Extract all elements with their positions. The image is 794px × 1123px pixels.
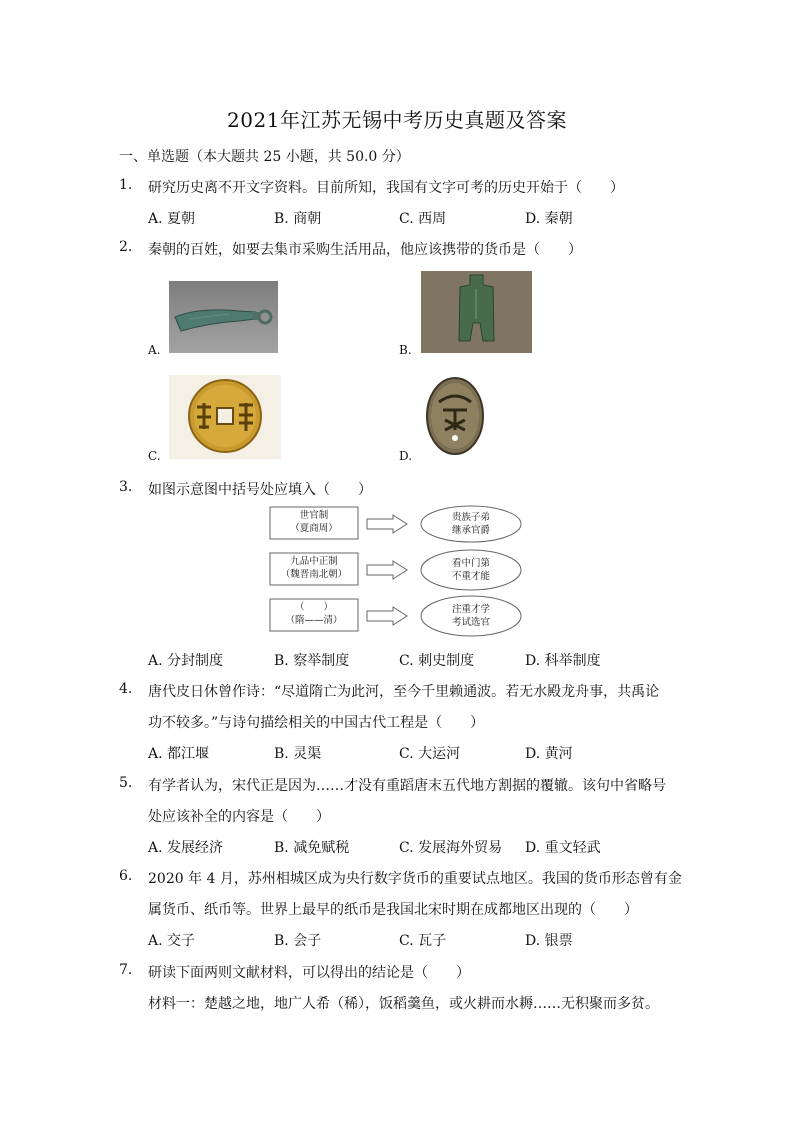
diagram-box-line: （ ） — [294, 602, 333, 613]
option-b[interactable]: B. 会子 — [274, 933, 322, 949]
round-coin-image[interactable] — [169, 375, 281, 459]
option-d[interactable]: D. 黄河 — [525, 746, 573, 762]
arrow-icon — [367, 515, 407, 533]
diagram-box-line: （夏商周） — [290, 523, 338, 534]
option-c[interactable]: C. 西周 — [399, 211, 447, 227]
question-text: 2020 年 4 月，苏州相城区成为央行数字货币的重要试点地区。我国的货币形态曾有金 — [148, 871, 682, 887]
ant-nose-coin-icon — [421, 372, 489, 460]
option-b[interactable]: B. 商朝 — [274, 211, 322, 227]
question-text: 处应该补全的内容是（ ） — [148, 809, 330, 825]
question-text: 唐代皮日休曾作诗：“尽道隋亡为此河，至今千里赖通波。若无水殿龙舟事，共禹论 — [148, 684, 660, 700]
question-number: 5. — [119, 775, 133, 791]
question-number: 2. — [119, 239, 133, 255]
question-number: 1. — [119, 177, 133, 193]
option-b[interactable]: B. 灵渠 — [274, 746, 322, 762]
question-number: 3. — [119, 479, 133, 495]
diagram-box-line: 九品中正制 — [290, 556, 338, 567]
option-c[interactable]: C. 大运河 — [399, 746, 461, 762]
diagram-oval-line: 不重才能 — [451, 571, 490, 582]
option-c[interactable]: C. 瓦子 — [399, 933, 447, 949]
option-a[interactable]: A. 夏朝 — [148, 211, 196, 227]
arrow-icon — [367, 561, 407, 579]
diagram-oval-line: 贵族子弟 — [451, 512, 490, 523]
option-a[interactable]: A. 交子 — [148, 933, 196, 949]
arrow-icon — [367, 607, 407, 625]
option-b[interactable]: B. — [399, 343, 412, 357]
diagram-oval-line: 考试选官 — [451, 617, 490, 628]
question-number: 4. — [119, 681, 133, 697]
round-coin-icon — [169, 375, 281, 459]
question-text: 属货币、纸币等。世界上最早的纸币是我国北宋时期在成都地区出现的（ ） — [148, 902, 638, 918]
diagram-box-line: （魏晋南北朝） — [280, 569, 348, 580]
spade-coin-icon — [421, 271, 532, 353]
option-c[interactable]: C. 刺史制度 — [399, 653, 475, 669]
question-number: 7. — [119, 962, 133, 978]
knife-coin-image[interactable] — [169, 281, 278, 353]
option-a[interactable]: A. — [148, 343, 161, 357]
option-b[interactable]: B. 察举制度 — [274, 653, 350, 669]
diagram-box-line: （隋——清） — [285, 615, 343, 626]
spade-coin-image[interactable] — [421, 271, 532, 353]
option-c[interactable]: C. 发展海外贸易 — [399, 840, 503, 856]
diagram-oval-line: 看中门第 — [451, 558, 490, 569]
question-number: 6. — [119, 868, 133, 884]
question-text: 研究历史离不开文字资料。目前所知，我国有文字可考的历史开始于（ ） — [148, 180, 624, 196]
diagram-oval-line: 继承官爵 — [451, 525, 490, 536]
selection-system-diagram — [265, 503, 530, 639]
question-text: 秦朝的百姓，如要去集市采购生活用品，他应该携带的货币是（ ） — [148, 242, 582, 258]
knife-coin-icon — [169, 281, 278, 353]
option-c[interactable]: C. — [148, 449, 161, 463]
option-a[interactable]: A. 发展经济 — [148, 840, 224, 856]
option-a[interactable]: A. 分封制度 — [148, 653, 224, 669]
diagram-oval-line: 注重才学 — [451, 604, 490, 615]
option-a[interactable]: A. 都江堰 — [148, 746, 210, 762]
option-d[interactable]: D. 重文轻武 — [525, 840, 601, 856]
question-text: 如图示意图中括号处应填入（ ） — [148, 482, 372, 498]
question-text: 功不较多。”与诗句描绘相关的中国古代工程是（ ） — [148, 715, 485, 731]
option-d[interactable]: D. — [399, 449, 413, 463]
section-heading: 一、单选题（本大题共 25 小题，共 50.0 分） — [119, 149, 410, 165]
diagram-box-line: 世官制 — [299, 510, 329, 521]
option-b[interactable]: B. 减免赋税 — [274, 840, 350, 856]
option-d[interactable]: D. 科举制度 — [525, 653, 601, 669]
question-text: 有学者认为，宋代正是因为……才没有重蹈唐末五代地方割据的覆辙。该句中省略号 — [148, 778, 666, 794]
material-text: 材料一：楚越之地，地广人希（稀），饭稻羹鱼，或火耕而水耨……无积聚而多贫。 — [148, 996, 659, 1012]
option-d[interactable]: D. 银票 — [525, 933, 573, 949]
question-text: 研读下面两则文献材料，可以得出的结论是（ ） — [148, 965, 470, 981]
option-d[interactable]: D. 秦朝 — [525, 211, 573, 227]
ant-nose-coin-image[interactable] — [421, 372, 489, 460]
page-title: 2021年江苏无锡中考历史真题及答案 — [227, 108, 567, 132]
